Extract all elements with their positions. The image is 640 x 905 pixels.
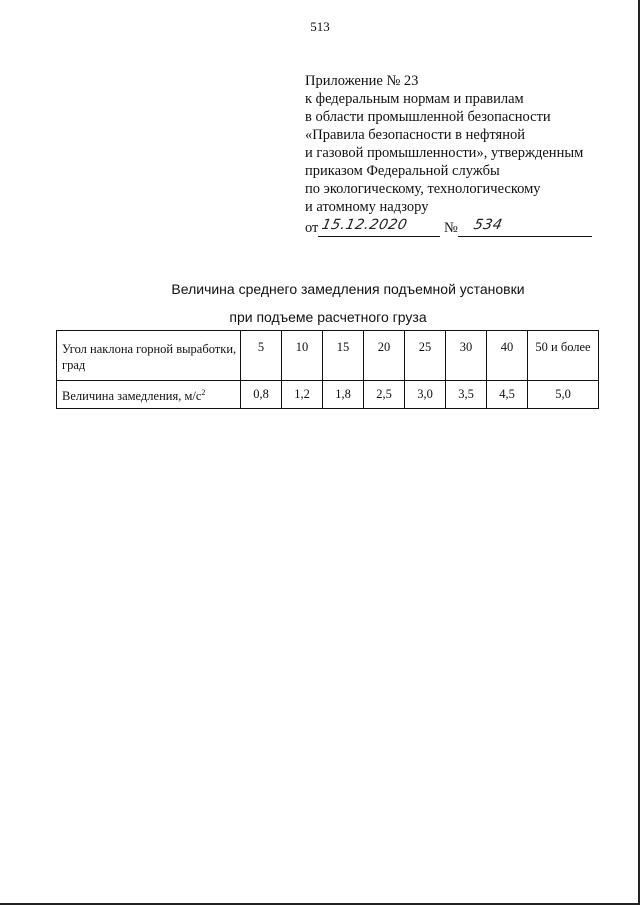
appendix-block (305, 72, 625, 238)
table-cell: 25 (405, 331, 446, 381)
order-date-field (318, 216, 440, 237)
table-cell: 50 и более (528, 331, 599, 381)
table-cell: 2,5 (364, 381, 405, 409)
number-prefix: № (444, 220, 458, 236)
appendix-line: «Правила безопасности в нефтяной (305, 127, 525, 143)
page-number: 513 (310, 19, 330, 34)
table-cell: 30 (446, 331, 487, 381)
table-cell: 3,0 (405, 381, 446, 409)
appendix-line: и газовой промышленности», утвержденным (305, 145, 584, 161)
table-cell: 1,2 (282, 381, 323, 409)
table-cell: 20 (364, 331, 405, 381)
table-row (57, 381, 599, 409)
order-number-field (458, 216, 592, 237)
row-header-deceleration-text: Величина замедления, м/с (62, 389, 202, 404)
table-cell: 10 (282, 331, 323, 381)
table-title: Величина среднего замедления подъемной установки (171, 281, 525, 297)
table-cell: 5 (241, 331, 282, 381)
table-cell: 0,8 (241, 381, 282, 409)
order-reference (305, 216, 625, 238)
table-row (57, 331, 599, 381)
table-cell: 5,0 (528, 381, 599, 409)
appendix-line: Приложение № 23 (305, 73, 419, 89)
order-date-handwritten: 15.12.2020 (320, 217, 410, 233)
table-cell: 15 (323, 331, 364, 381)
date-prefix: от (305, 220, 319, 236)
table-cell: 40 (487, 331, 528, 381)
appendix-line: в области промышленной безопасности (305, 109, 551, 125)
appendix-line: приказом Федеральной службы (305, 163, 500, 179)
order-number-handwritten: 534 (472, 217, 504, 233)
deceleration-table (56, 330, 599, 409)
table-cell: 1,8 (323, 381, 364, 409)
table-subtitle: при подъеме расчетного груза (229, 309, 427, 325)
table-cell: 4,5 (487, 381, 528, 409)
table-cell: 3,5 (446, 381, 487, 409)
appendix-line: по экологическому, технологическому (305, 181, 541, 197)
unit-superscript: 2 (201, 387, 206, 397)
row-header-angle: Угол наклона горной выработки, град (57, 331, 241, 381)
appendix-line: к федеральным нормам и правилам (305, 91, 524, 107)
appendix-line: и атомному надзору (305, 199, 429, 215)
row-header-deceleration (57, 381, 241, 409)
